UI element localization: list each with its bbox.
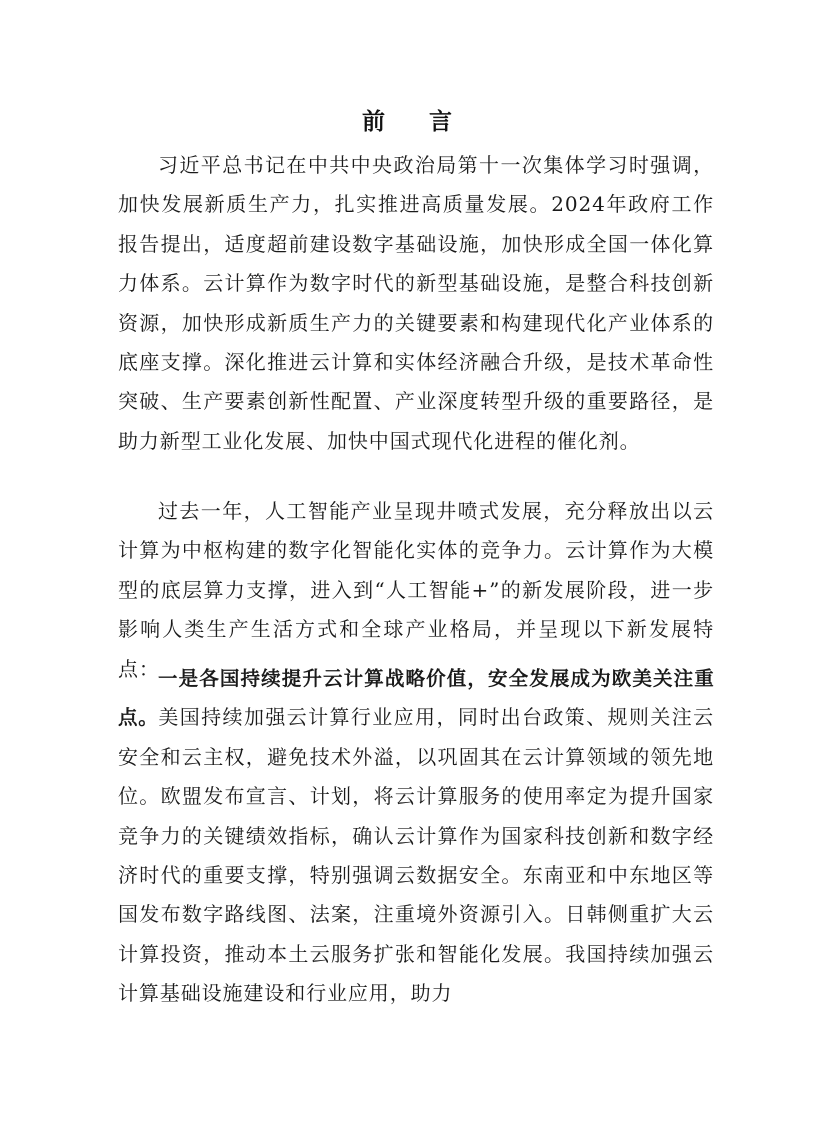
paragraph-1-text: 习近平总书记在中共中央政治局第十一次集体学习时强调，加快发展新质生产力，扎实推进高质量发展。2024年政府工作报告提出，适度超前建设数字基础设施，加快形成全国一体化算力体系。云计算作为数字时代的新型基础设施，是整合科技创新资源，加快形成新质生产力的关键要素和构建现代化产业体系的底座支撑。深化推进云计算和实体经济融合升级，是技术革命性突破、生产要素创新性配置、产业深度转型升级的重要路径，是助力新型工业化发展、加快中国式现代化进程的催化剂。 [118, 153, 714, 453]
paragraph-1 [118, 146, 714, 461]
paragraph-2-text: 过去一年，人工智能产业呈现井喷式发展，充分释放出以云计算为中枢构建的数字化智能化实体的竞争力。云计算作为大模型的底层算力支撑，进入到“人工智能+”的新发展阶段，进一步影响人类生产生活方式和全球产业格局，并呈现以下新发展特点： [118, 499, 714, 681]
paragraph-3-lead: 一是各国持续提升云计算战略价值，安全发展成为欧美关注重点。 [118, 667, 714, 730]
paragraph-3 [118, 659, 714, 1014]
paragraph-3-text: 美国持续加强云计算行业应用，同时出台政策、规则关注云安全和云主权，避免技术外溢，以巩固其在云计算领域的领先地位。欧盟发布宣言、计划，将云计算服务的使用率定为提升国家竞争力的关键绩效指标，确认云计算作为国家科技创新和数字经济时代的重要支撑，特别强调云数据安全。东南亚和中东地区等国发布数字路线图、法案，注重境外资源引入。日韩侧重扩大云计算投资，推动本土云服务扩张和智能化发展。我国持续加强云计算基础设施建设和行业应用，助力 [118, 705, 715, 1006]
page-title: 前 言 [361, 109, 470, 135]
